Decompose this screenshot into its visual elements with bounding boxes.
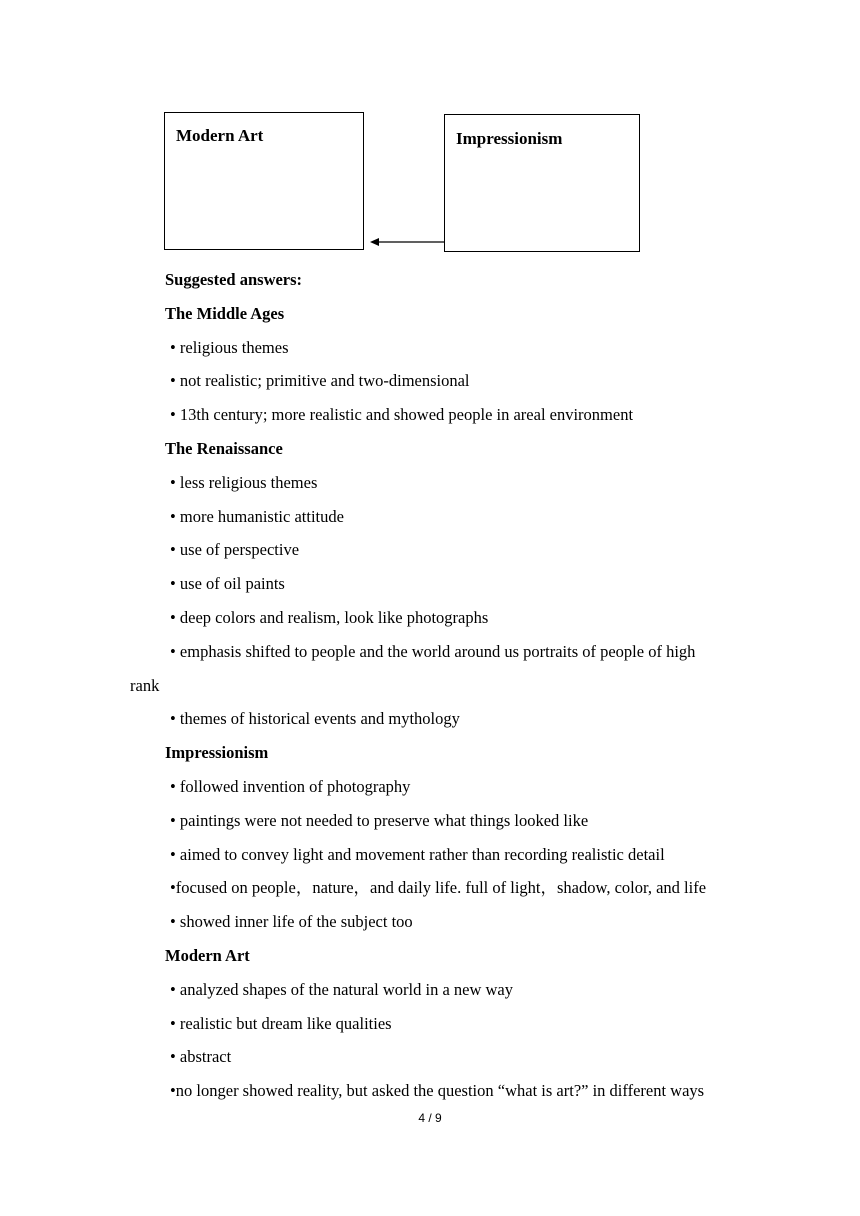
list-item-continuation: rank xyxy=(130,676,160,695)
modern-art-heading: Modern Art xyxy=(165,946,250,965)
list-item: • followed invention of photography xyxy=(170,777,411,796)
bullet: • xyxy=(170,980,176,999)
list-item: • emphasis shifted to people and the world around us portraits of people of high xyxy=(170,642,696,661)
list-item: • deep colors and realism, look like photographs xyxy=(170,608,489,627)
list-item: •no longer showed reality, but asked the question “what is art?” in different ways xyxy=(170,1081,705,1100)
bullet: • xyxy=(170,811,176,830)
bullet: • xyxy=(170,540,176,559)
bullet: • xyxy=(170,1047,176,1066)
bullet: • xyxy=(170,507,176,526)
list-item: • use of oil paints xyxy=(170,574,285,593)
list-item: • realistic but dream like qualities xyxy=(170,1014,392,1033)
list-item: • paintings were not needed to preserve what things looked like xyxy=(170,811,589,830)
renaissance-heading: The Renaissance xyxy=(165,439,283,458)
list-item: •focused on people，nature，and daily life. full of light，shadow, color, and life xyxy=(170,878,707,897)
list-item: • abstract xyxy=(170,1047,232,1066)
bullet: • xyxy=(170,878,176,897)
list-item: • showed inner life of the subject too xyxy=(170,912,413,931)
bullet: • xyxy=(170,912,176,931)
bullet: • xyxy=(170,405,176,424)
list-item: • not realistic; primitive and two-dimensional xyxy=(170,371,470,390)
bullet: • xyxy=(170,709,176,728)
bullet: • xyxy=(170,574,176,593)
list-item: • analyzed shapes of the natural world in a new way xyxy=(170,980,513,999)
page-number: 4 / 9 xyxy=(418,1111,442,1125)
modern-art-box-title: Modern Art xyxy=(176,126,264,145)
bullet: • xyxy=(170,608,176,627)
bullet: • xyxy=(170,1081,176,1100)
list-item: • themes of historical events and mythology xyxy=(170,709,460,728)
impressionism-box-title: Impressionism xyxy=(456,129,563,148)
list-item: • 13th century; more realistic and showed people in areal environment xyxy=(170,405,634,424)
list-item: • more humanistic attitude xyxy=(170,507,344,526)
list-item: • less religious themes xyxy=(170,473,318,492)
bullet: • xyxy=(170,845,176,864)
impressionism-heading: Impressionism xyxy=(165,743,269,762)
list-item: • use of perspective xyxy=(170,540,300,559)
bullet: • xyxy=(170,371,176,390)
bullet: • xyxy=(170,338,176,357)
list-item: • aimed to convey light and movement rather than recording realistic detail xyxy=(170,845,665,864)
bullet: • xyxy=(170,1014,176,1033)
bullet: • xyxy=(170,642,176,661)
bullet: • xyxy=(170,777,176,796)
bullet: • xyxy=(170,473,176,492)
connector-arrow xyxy=(0,0,860,300)
suggested-answers-heading: Suggested answers: xyxy=(165,270,303,289)
middle-ages-heading: The Middle Ages xyxy=(165,304,285,323)
list-item: • religious themes xyxy=(170,338,289,357)
